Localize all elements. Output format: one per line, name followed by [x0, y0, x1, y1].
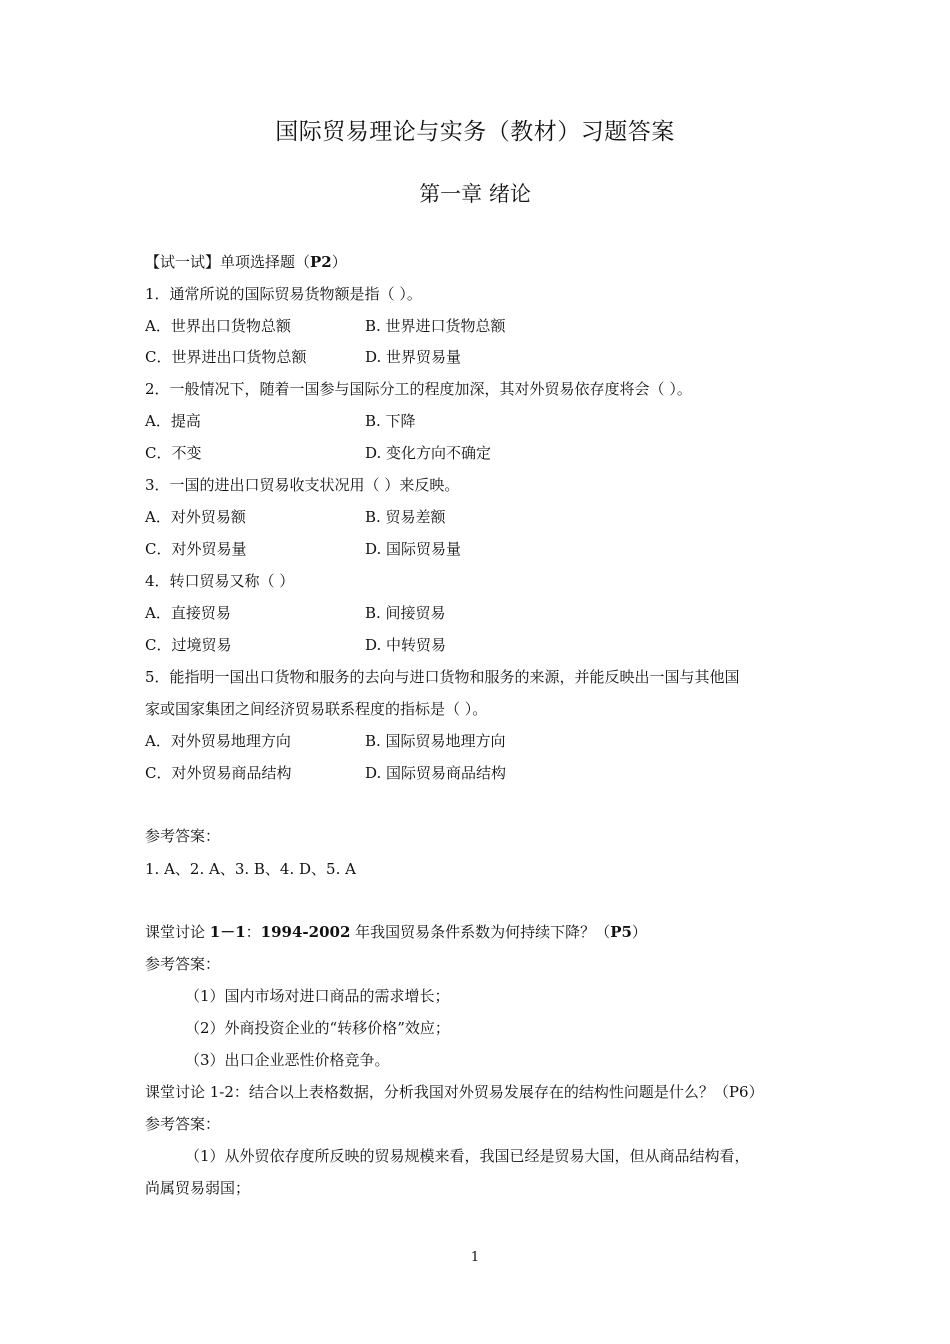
question-1-option-a: A．世界出口货物总额: [145, 317, 291, 335]
question-2-option-a: A．提高: [145, 412, 201, 430]
answer-key: 1. A、2. A、3. B、4. D、5. A: [145, 860, 356, 878]
question-5-option-d: D. 国际贸易商品结构: [365, 764, 507, 782]
discussion-1-point-2: （2）外商投资企业的“转移价格”效应；: [185, 1019, 450, 1037]
discussion-1-answer-label: 参考答案：: [145, 955, 221, 973]
question-4-option-a: A．直接贸易: [145, 604, 231, 622]
question-1-option-c: C．世界进出口货物总额: [145, 348, 307, 366]
question-5-option-a: A．对外贸易地理方向: [145, 732, 291, 750]
question-3-stem: 3．一国的进出口贸易收支状况用（ ）来反映。: [145, 476, 460, 494]
question-5-option-c: C．对外贸易商品结构: [145, 764, 292, 782]
question-5-stem-line-1: 5．能指明一国出口货物和服务的去向与进口货物和服务的来源，并能反映出一国与其他国: [145, 668, 740, 686]
question-3-option-b: B. 贸易差额: [365, 508, 446, 526]
question-5-stem-line-2: 家或国家集团之间经济贸易联系程度的指标是（ ）。: [145, 700, 488, 718]
discussion-1-point-1: （1）国内市场对进口商品的需求增长；: [185, 987, 450, 1005]
question-4-option-d: D. 中转贸易: [365, 636, 447, 654]
discussion-2-title: 课堂讨论 1-2：结合以上表格数据，分析我国对外贸易发展存在的结构性问题是什么？（P6）: [145, 1083, 764, 1101]
discussion-2-point-1-line-1: （1）从外贸依存度所反映的贸易规模来看，我国已经是贸易大国，但从商品结构看，: [185, 1147, 750, 1165]
question-2-option-b: B. 下降: [365, 412, 416, 430]
question-4-option-b: B. 间接贸易: [365, 604, 446, 622]
question-2-option-d: D. 变化方向不确定: [365, 444, 492, 462]
exercise-header: 【试一试】单项选择题（P2）: [145, 253, 347, 271]
question-3-option-d: D. 国际贸易量: [365, 540, 462, 558]
question-3-option-c: C．对外贸易量: [145, 540, 247, 558]
question-5-option-b: B. 国际贸易地理方向: [365, 732, 506, 750]
question-1-option-b: B. 世界进口货物总额: [365, 317, 506, 335]
document-title: 国际贸易理论与实务（教材）习题答案: [275, 119, 675, 145]
question-2-option-c: C．不变: [145, 444, 202, 462]
answer-label: 参考答案：: [145, 827, 221, 845]
question-1-option-d: D. 世界贸易量: [365, 348, 462, 366]
question-2-stem: 2．一般情况下，随着一国参与国际分工的程度加深，其对外贸易依存度将会（ ）。: [145, 380, 692, 398]
discussion-2-point-1-line-2: 尚属贸易弱国；: [145, 1179, 251, 1197]
chapter-heading: 第一章 绪论: [419, 182, 531, 206]
question-1-stem: 1．通常所说的国际贸易货物额是指（ ）。: [145, 285, 422, 303]
question-4-option-c: C．过境贸易: [145, 636, 232, 654]
question-3-option-a: A．对外贸易额: [145, 508, 246, 526]
page-number: 1: [470, 1250, 480, 1265]
discussion-1-title: 课堂讨论 1－1：1994-2002 年我国贸易条件系数为何持续下降？（P5）: [145, 923, 647, 941]
discussion-1-point-3: （3）出口企业恶性价格竞争。: [185, 1051, 390, 1069]
question-4-stem: 4．转口贸易又称（ ）: [145, 572, 295, 590]
discussion-2-answer-label: 参考答案：: [145, 1115, 221, 1133]
